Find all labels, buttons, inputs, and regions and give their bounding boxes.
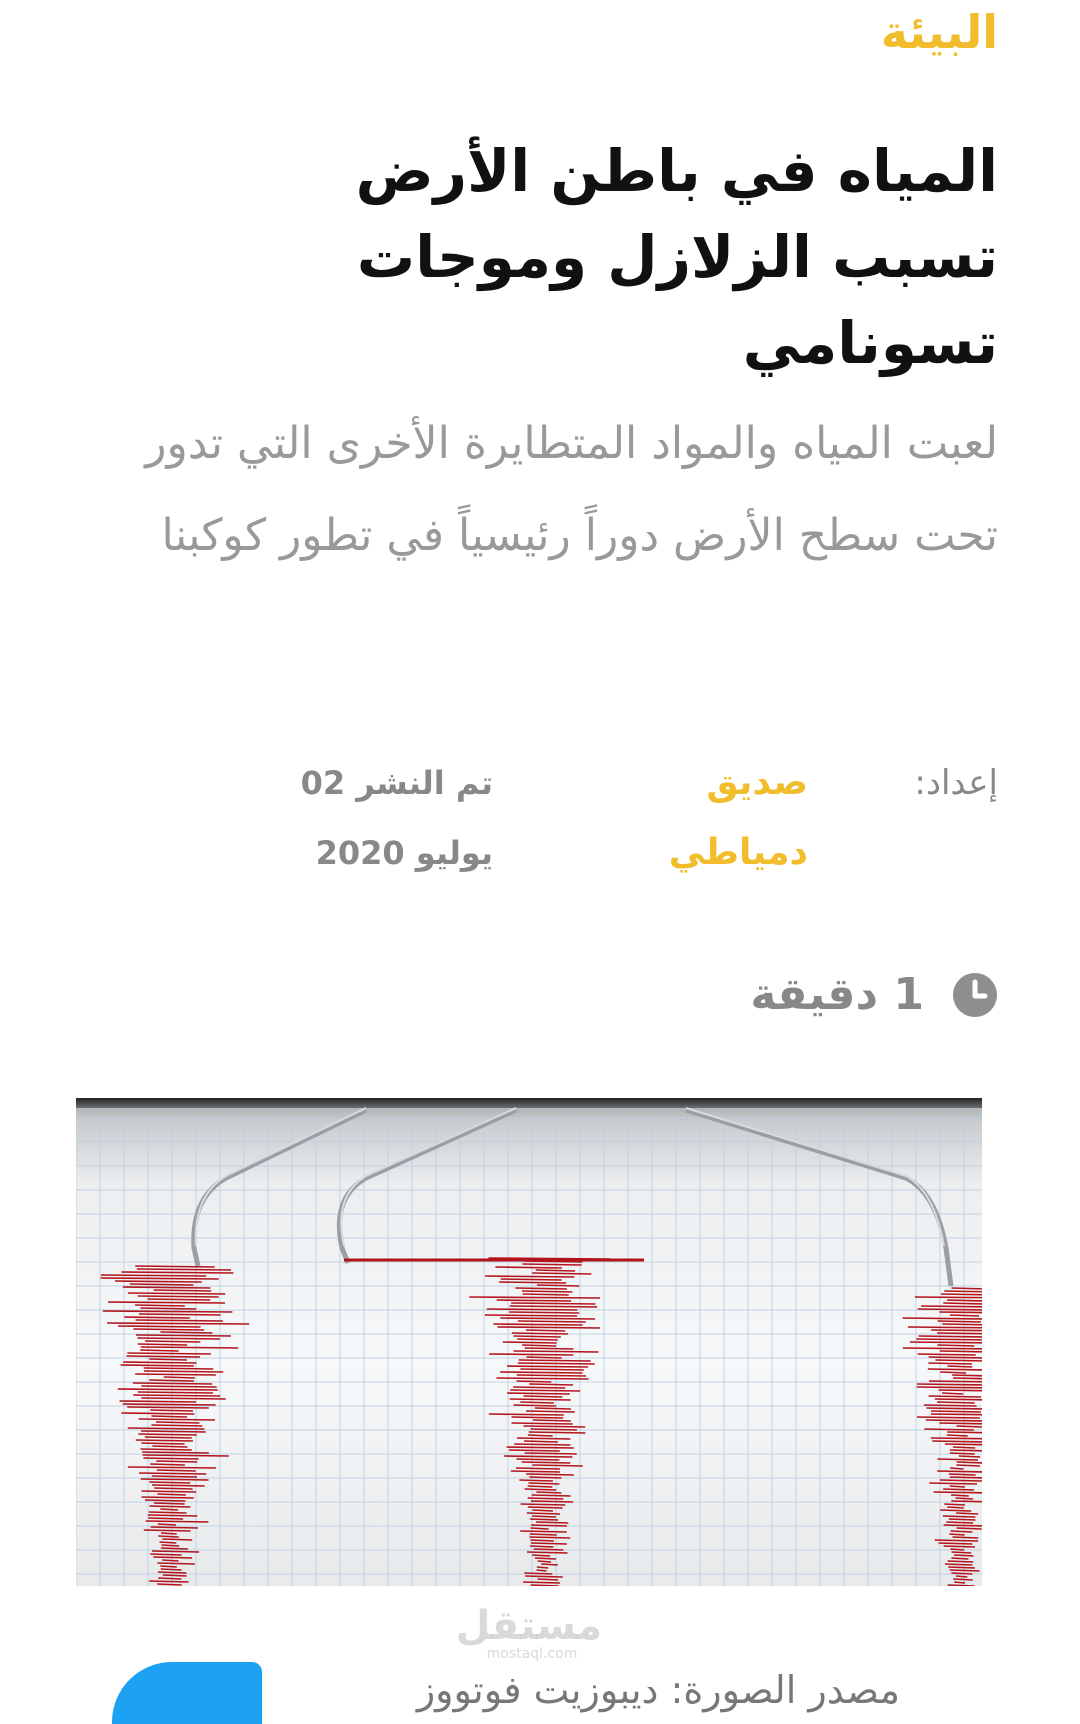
- reading-time-text: 1 دقيقة: [750, 969, 924, 1020]
- seismograph-image: [76, 1098, 982, 1586]
- article-title: المياه في باطن الأرض تسبب الزلازل وموجات تسونامي: [355, 137, 998, 377]
- reading-time: [750, 960, 998, 1030]
- article-image: [76, 1098, 982, 1586]
- image-credit: مصدر الصورة: ديبوزيت فوتووز: [416, 1668, 900, 1712]
- article-meta: [278, 748, 998, 898]
- author-label: إعداد:: [914, 763, 998, 803]
- publish-date: تم النشر 02 يوليو 2020: [300, 764, 493, 872]
- clock-icon: [952, 972, 998, 1018]
- watermark: مستقل mostaql.com: [455, 1603, 602, 1662]
- author-link[interactable]: صديق دمياطي: [668, 762, 808, 873]
- share-button[interactable]: [112, 1662, 262, 1724]
- article-excerpt: لعبت المياه والمواد المتطايرة الأخرى التي تدور تحت سطح الأرض دوراً رئيسياً في تطور كوكبنا: [145, 418, 998, 561]
- category-link[interactable]: البيئة: [880, 5, 998, 59]
